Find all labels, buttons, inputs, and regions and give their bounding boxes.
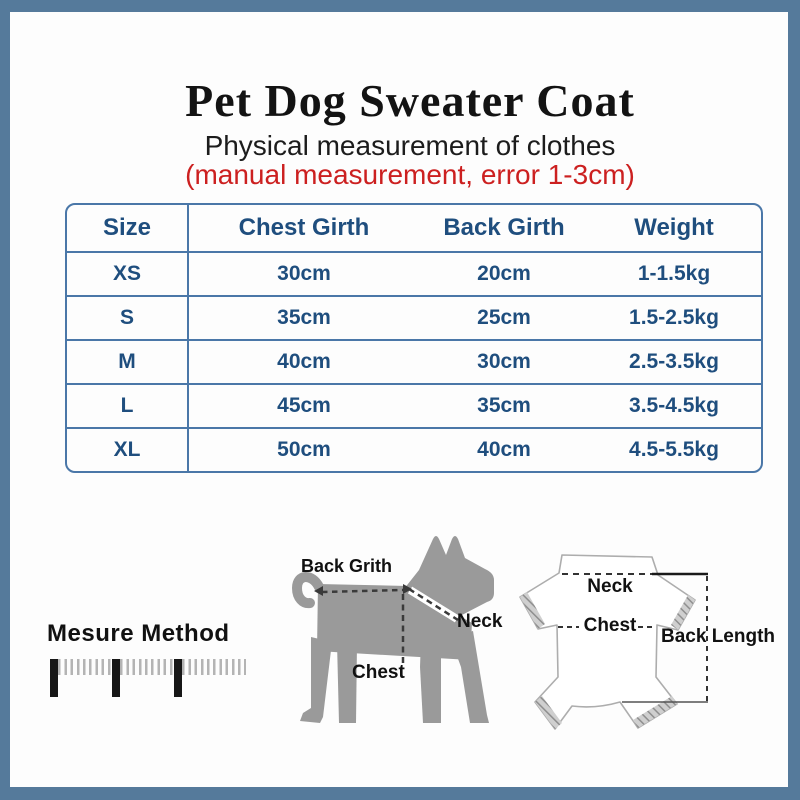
cell-weight: 2.5-3.5kg: [629, 350, 719, 373]
table-row: [67, 251, 761, 295]
cell-size: L: [67, 385, 189, 427]
header-weight: Weight: [634, 214, 714, 241]
page-title: Pet Dog Sweater Coat: [185, 75, 635, 126]
garment-neck-label: Neck: [587, 576, 633, 597]
cell-weight: 4.5-5.5kg: [629, 438, 719, 461]
header-block: [10, 76, 800, 189]
cell-size: XL: [67, 429, 189, 471]
ruler-icon: [50, 659, 246, 697]
measure-method-heading: Mesure Method: [47, 620, 230, 647]
measurement-note: (manual measurement, error 1-3cm): [185, 158, 635, 190]
cell-back-girth: 40cm: [477, 438, 531, 461]
content-area: [10, 12, 788, 787]
table-row: [67, 339, 761, 383]
ruler-major-mark: [112, 659, 120, 697]
table-header-row: [67, 205, 761, 251]
dog-back-girth-label: Back Grith: [301, 556, 393, 576]
table-row: [67, 427, 761, 471]
dog-chest-label: Chest: [352, 662, 405, 683]
size-table: [65, 203, 763, 473]
cell-back-girth: 25cm: [477, 306, 531, 329]
header-size: Size: [67, 205, 189, 251]
garment-back-length-label: Back Length: [661, 626, 776, 647]
dog-tail: [297, 577, 319, 603]
cell-chest-girth: 40cm: [277, 350, 331, 373]
cell-chest-girth: 50cm: [277, 438, 331, 461]
cell-back-girth: 35cm: [477, 394, 531, 417]
cell-size: XS: [67, 253, 189, 295]
cell-weight: 3.5-4.5kg: [629, 394, 719, 417]
dog-front-leg: [450, 631, 489, 723]
table-row: [67, 383, 761, 427]
ruler-ticks: [52, 659, 246, 675]
dog-hind-leg: [300, 637, 332, 723]
cell-chest-girth: 45cm: [277, 394, 331, 417]
ruler-major-mark: [174, 659, 182, 697]
dog-neck-label: Neck: [457, 611, 503, 632]
garment-chest-label: Chest: [583, 615, 637, 636]
cell-chest-girth: 35cm: [277, 306, 331, 329]
cell-size: M: [67, 341, 189, 383]
cell-back-girth: 30cm: [477, 350, 531, 373]
cell-size: S: [67, 297, 189, 339]
header-back-girth: Back Girth: [443, 214, 565, 241]
header-chest-girth: Chest Girth: [238, 214, 370, 241]
dog-front-leg: [420, 639, 441, 723]
cell-weight: 1-1.5kg: [637, 262, 711, 285]
cell-back-girth: 20cm: [477, 262, 531, 285]
cell-chest-girth: 30cm: [277, 262, 331, 285]
cell-weight: 1.5-2.5kg: [629, 306, 719, 329]
ruler-major-mark: [50, 659, 58, 697]
table-row: [67, 295, 761, 339]
subtitle: Physical measurement of clothes: [204, 129, 616, 161]
